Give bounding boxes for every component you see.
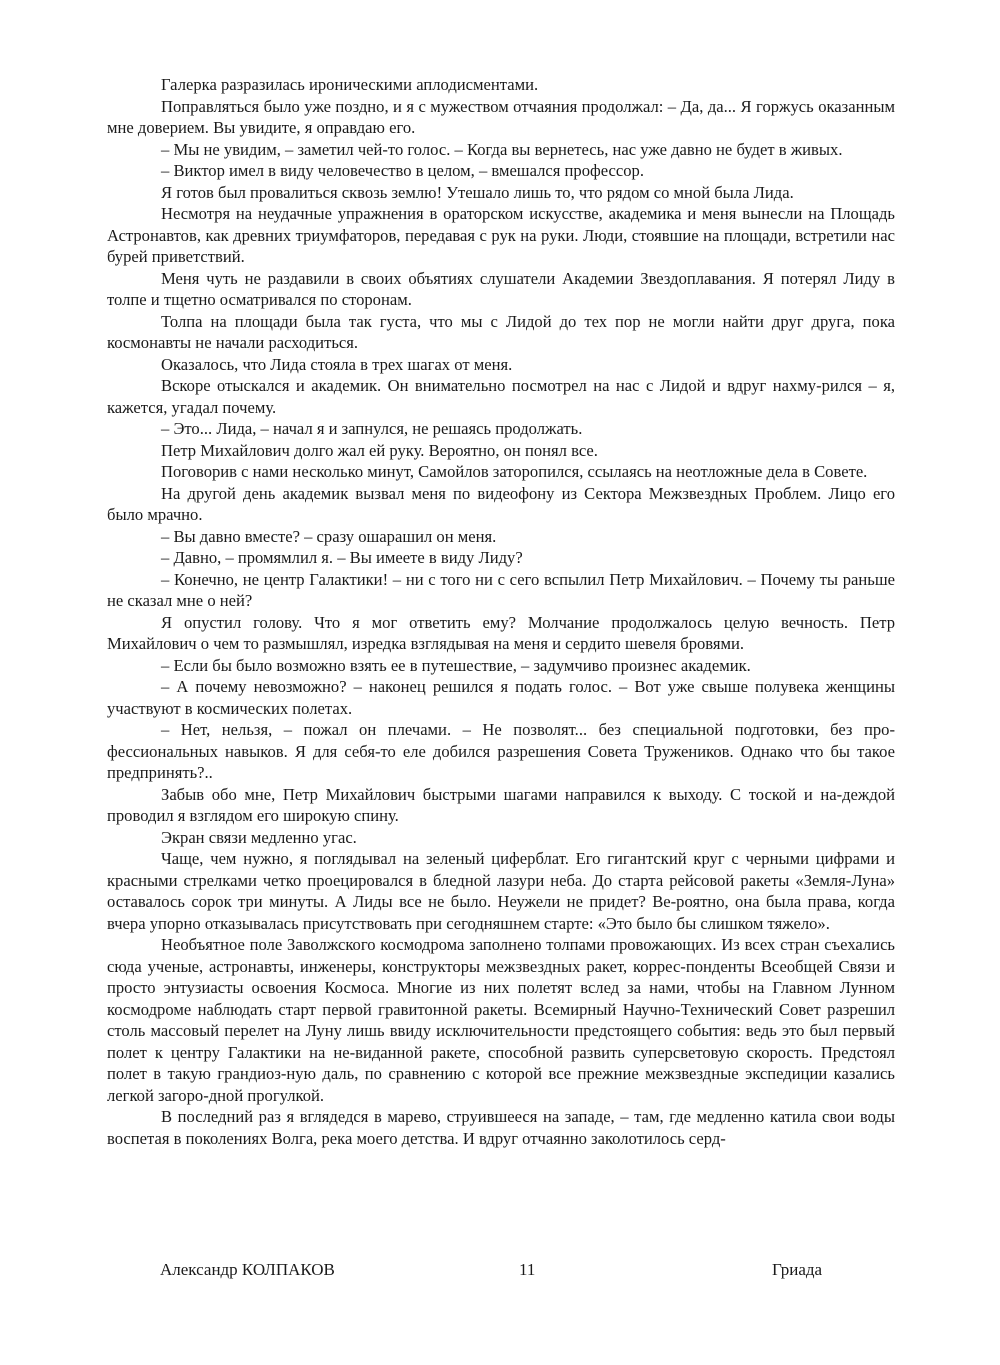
- paragraph: Толпа на площади была так густа, что мы с Лидой до тех пор не могли найти друг друга, пока космонавты не начали расходиться.: [107, 311, 895, 352]
- paragraph: Чаще, чем нужно, я поглядывал на зеленый циферблат. Его гигантский круг с черными цифрами и красными стрелками четко проецировался в бледной лазури неба. До старта рейсовой ракеты «Земля-Луна» оставалось сорок три минуты. А Лиды все не было. Неужели не придет? Ве-роятно, она была права, когда вчера упорно отказывалась присутствовать при сегодняшнем старте: «Это было бы слишком тяжело».: [107, 849, 895, 933]
- paragraph: Несмотря на неудачные упражнения в ораторском искусстве, академика и меня вынесли на Площадь Астронавтов, как древних триумфаторов, передавая с рук на руки. Люди, стоявшие на площади, встретили нас бурей приветствий.: [107, 204, 895, 266]
- paragraph: Забыв обо мне, Петр Михайлович быстрыми шагами направился к выходу. С тоской и на-деждой проводил я взглядом его широкую спину.: [107, 784, 895, 825]
- paragraph: Поправляться было уже поздно, и я с мужеством отчаяния продолжал: – Да, да... Я горжусь оказанным мне доверием. Вы увидите, я оправдаю его.: [107, 96, 895, 137]
- paragraph: Петр Михайлович долго жал ей руку. Вероятно, он понял все.: [161, 440, 598, 460]
- paragraph: Экран связи медленно угас.: [161, 827, 357, 847]
- paragraph: – Виктор имел в виду человечество в целом, – вмешался профессор.: [161, 161, 645, 180]
- paragraph: – Нет, нельзя, – пожал он плечами. – Не позволят... без специальной подготовки, без про-фессиональных навыков. Я для себя-то еле добился разрешения Совета Тружеников. Однако что бы такое предпринять?..: [107, 720, 895, 782]
- paragraph: Галерка разразилась ироническими аплодисментами.: [161, 75, 539, 94]
- paragraph: Меня чуть не раздавили в своих объятиях слушатели Академии Звездоплавания. Я потерял Лиду в толпе и тщетно осматривался по сторонам.: [107, 268, 895, 309]
- paragraph: – Конечно, не центр Галактики! – ни с того ни с сего вспылил Петр Михайлович. – Почему ты раньше не сказал мне о ней?: [107, 569, 895, 610]
- paragraph: – Если бы было возможно взять ее в путешествие, – задумчиво произнес академик.: [161, 655, 751, 675]
- paragraph: – Мы не увидим, – заметил чей-то голос. – Когда вы вернетесь, нас уже давно не будет в живых.: [161, 139, 843, 159]
- paragraph: Я готов был провалиться сквозь землю! Утешало лишь то, что рядом со мной была Лида.: [161, 182, 794, 202]
- paragraph: – Вы давно вместе? – сразу ошарашил он меня.: [161, 526, 497, 546]
- paragraph: В последний раз я вглядедся в марево, струившееся на западе, – там, где медленно катила свои воды воспетая в поколениях Волга, река моего детства. И вдруг отчаянно заколотилось серд-: [107, 1107, 895, 1148]
- paragraph: Поговорив с нами несколько минут, Самойлов заторопился, ссылаясь на неотложные дела в Совете.: [161, 462, 868, 481]
- paragraph: Оказалось, что Лида стояла в трех шагах от меня.: [161, 354, 513, 374]
- page-number: 11: [519, 1260, 536, 1279]
- text-body: [107, 74, 895, 1149]
- paragraph: – А почему невозможно? – наконец решился я подать голос. – Вот уже свыше полувека женщины участвуют в космических полетах.: [107, 677, 895, 718]
- paragraph: Вскоре отыскался и академик. Он внимательно посмотрел на нас с Лидой и вдруг нахму-рился – я, кажется, угадал почему.: [107, 376, 895, 417]
- footer-book-title: Гриада: [772, 1260, 823, 1279]
- paragraph: На другой день академик вызвал меня по видеофону из Сектора Межзвездных Проблем. Лицо его было мрачно.: [107, 483, 895, 524]
- page-footer: [0, 1259, 1000, 1283]
- footer-author: Александр КОЛПАКОВ: [160, 1260, 335, 1279]
- paragraph: – Давно, – промямлил я. – Вы имеете в виду Лиду?: [161, 548, 523, 567]
- paragraph: Необъятное поле Заволжского космодрома заполнено толпами провожающих. Из всех стран съехались сюда ученые, астронавты, инженеры, конструкторы межзвездных ракет, коррес-понденты Всеобщей Связи и просто энтузиасты освоения Космоса. Многие из них полетят вслед за нами, чтобы на Главном Лунном космодроме наблюдать старт первой гравитонной ракеты. Всемирный Научно-Технический Совет разрешил столь массовый перелет на Луну лишь ввиду исключительности предстоящего события: ведь это был первый полет к центру Галактики на не-виданной ракете, способной развить суперсветовую скорость. Предстоял полет в такую грандиоз-ную даль, по сравнению с которой все прежние межзвездные экспедиции казались легкой загоро-дной прогулкой.: [107, 935, 895, 1105]
- paragraph: Я опустил голову. Что я мог ответить ему? Молчание продолжалось целую вечность. Петр Михайлович о чем то размышлял, изредка взглядывая на меня и сердито шевеля бровями.: [107, 612, 895, 653]
- paragraph: – Это... Лида, – начал я и запнулся, не решаясь продолжать.: [161, 419, 583, 438]
